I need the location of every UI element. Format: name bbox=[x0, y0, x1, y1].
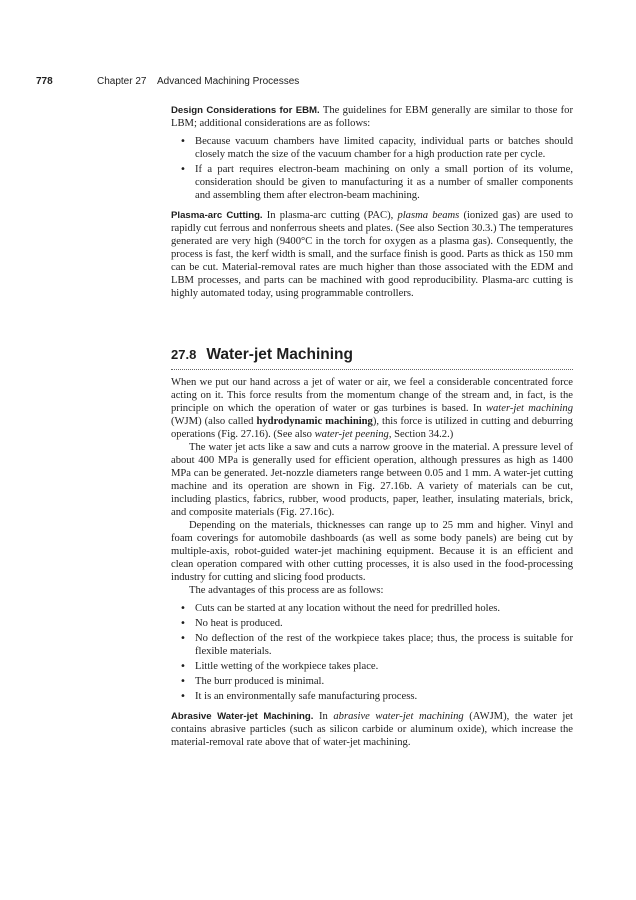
ebm-paragraph bbox=[171, 104, 573, 130]
chapter-label: Chapter 27 bbox=[97, 76, 147, 87]
advantage-item: • Little wetting of the workpiece takes place. bbox=[171, 660, 573, 673]
ebm-heading: Design Considerations for EBM. bbox=[171, 105, 320, 116]
wjm-text: , Section 34.2.) bbox=[388, 429, 454, 440]
chapter-title: Advanced Machining Processes bbox=[157, 76, 300, 87]
section-number: 27.8 bbox=[171, 347, 197, 362]
wjm-paragraph-4: The advantages of this process are as follows: bbox=[189, 585, 384, 596]
advantage-item: • It is an environmentally safe manufacturing process. bbox=[171, 690, 573, 703]
wjm-paragraph-2: The water jet acts like a saw and cuts a narrow groove in the material. A pressure level of about 400 MPa is generally used for efficient operation, although pressures as high as 1400 MPa can be generated. Jet-nozzle diameters range between 0.05 and 1 mm. A water-jet cutting machine and its operation are shown in Fig. 27.16b. A variety of materials can be cut, including plastics, fabrics, rubber, wood products, paper, leather, insulating materials, brick, and composite materials (Fig. 27.16c). bbox=[171, 442, 573, 518]
advantage-item: • No heat is produced. bbox=[171, 617, 573, 630]
awjm-text: (AWJM), the water jet contains abrasive particles (such as silicon carbide or aluminum oxide), which increase the material-removal rate above that of water-jet machining. bbox=[171, 711, 573, 748]
wjm-paragraph-1 bbox=[171, 376, 573, 441]
section-title: Water-jet Machining bbox=[206, 346, 353, 363]
wjm-advantages-list bbox=[171, 602, 573, 703]
wjm-term: water-jet machining bbox=[485, 403, 573, 414]
plasma-heading: Plasma-arc Cutting. bbox=[171, 210, 263, 221]
advantage-item: • Cuts can be started at any location without the need for predrilled holes. bbox=[171, 602, 573, 615]
advantage-item: • The burr produced is minimal. bbox=[171, 675, 573, 688]
ebm-bullet-list bbox=[171, 135, 573, 202]
plasma-text: (ionized gas) are used to rapidly cut ferrous and nonferrous sheets and plates. (See also Section 30.3.) The temperatures generated are very high (9400°C in the torch for oxygen as a plasma gas). Consequently, the process is fast, the kerf width is small, and the surface finish is good. Parts as thick as 150 mm can be cut. Material-removal rates are much higher than those associated with the EDM and LBM processes, and parts can be machined with good reproducibility. Plasma-arc cutting is highly automated today, using programmable controllers. bbox=[171, 210, 573, 299]
wjm-term: water-jet peening bbox=[314, 429, 389, 440]
wjm-text: When we put our hand across a jet of water or air, we feel a considerable concentrated force acting on it. This force results from the momentum change of the stream and, in fact, is the principle on which the operation of water or gas turbines is based. In bbox=[171, 377, 573, 414]
awjm-paragraph bbox=[171, 710, 573, 749]
wjm-term-bold: hydrodynamic machining bbox=[256, 416, 373, 427]
wjm-text: ), this force is utilized in cutting and deburring operations (Fig. 27.16). (See also bbox=[171, 416, 573, 440]
wjm-paragraph-3: Depending on the materials, thicknesses can range up to 25 mm and higher. Vinyl and foam coverings for automobile dashboards (as well as some body panels) are being cut by multiple-axis, robot-guided water-jet machining equipment. Because it is an efficient and clean operation compared with other cutting processes, it is also used in the food-processing industry for cutting and slicing food products. bbox=[171, 520, 573, 583]
plasma-term: plasma beams bbox=[397, 210, 460, 221]
plasma-paragraph bbox=[171, 209, 573, 300]
page-number: 778 bbox=[36, 76, 53, 87]
awjm-text: In bbox=[318, 711, 328, 722]
awjm-heading: Abrasive Water-jet Machining. bbox=[171, 711, 314, 722]
ebm-bullet: • If a part requires electron-beam machining on only a small portion of its volume, consideration should be given to manufacturing it as a number of smaller components and assembling them after electron-beam machining. bbox=[171, 163, 573, 202]
page-body bbox=[171, 104, 573, 749]
section-heading bbox=[171, 346, 573, 370]
awjm-term: abrasive water-jet machining bbox=[333, 711, 464, 722]
ebm-bullet: • Because vacuum chambers have limited capacity, individual parts or batches should closely match the size of the vacuum chamber for a high production rate per cycle. bbox=[171, 135, 573, 161]
plasma-text: In plasma-arc cutting (PAC), bbox=[266, 210, 394, 221]
running-header bbox=[36, 76, 596, 92]
wjm-text: (WJM) (also called bbox=[171, 416, 254, 427]
advantage-item: • No deflection of the rest of the workpiece takes place; thus, the process is suitable for flexible materials. bbox=[171, 632, 573, 658]
ebm-intro: The guidelines for EBM generally are similar to those for LBM; additional considerations are as follows: bbox=[171, 105, 573, 129]
